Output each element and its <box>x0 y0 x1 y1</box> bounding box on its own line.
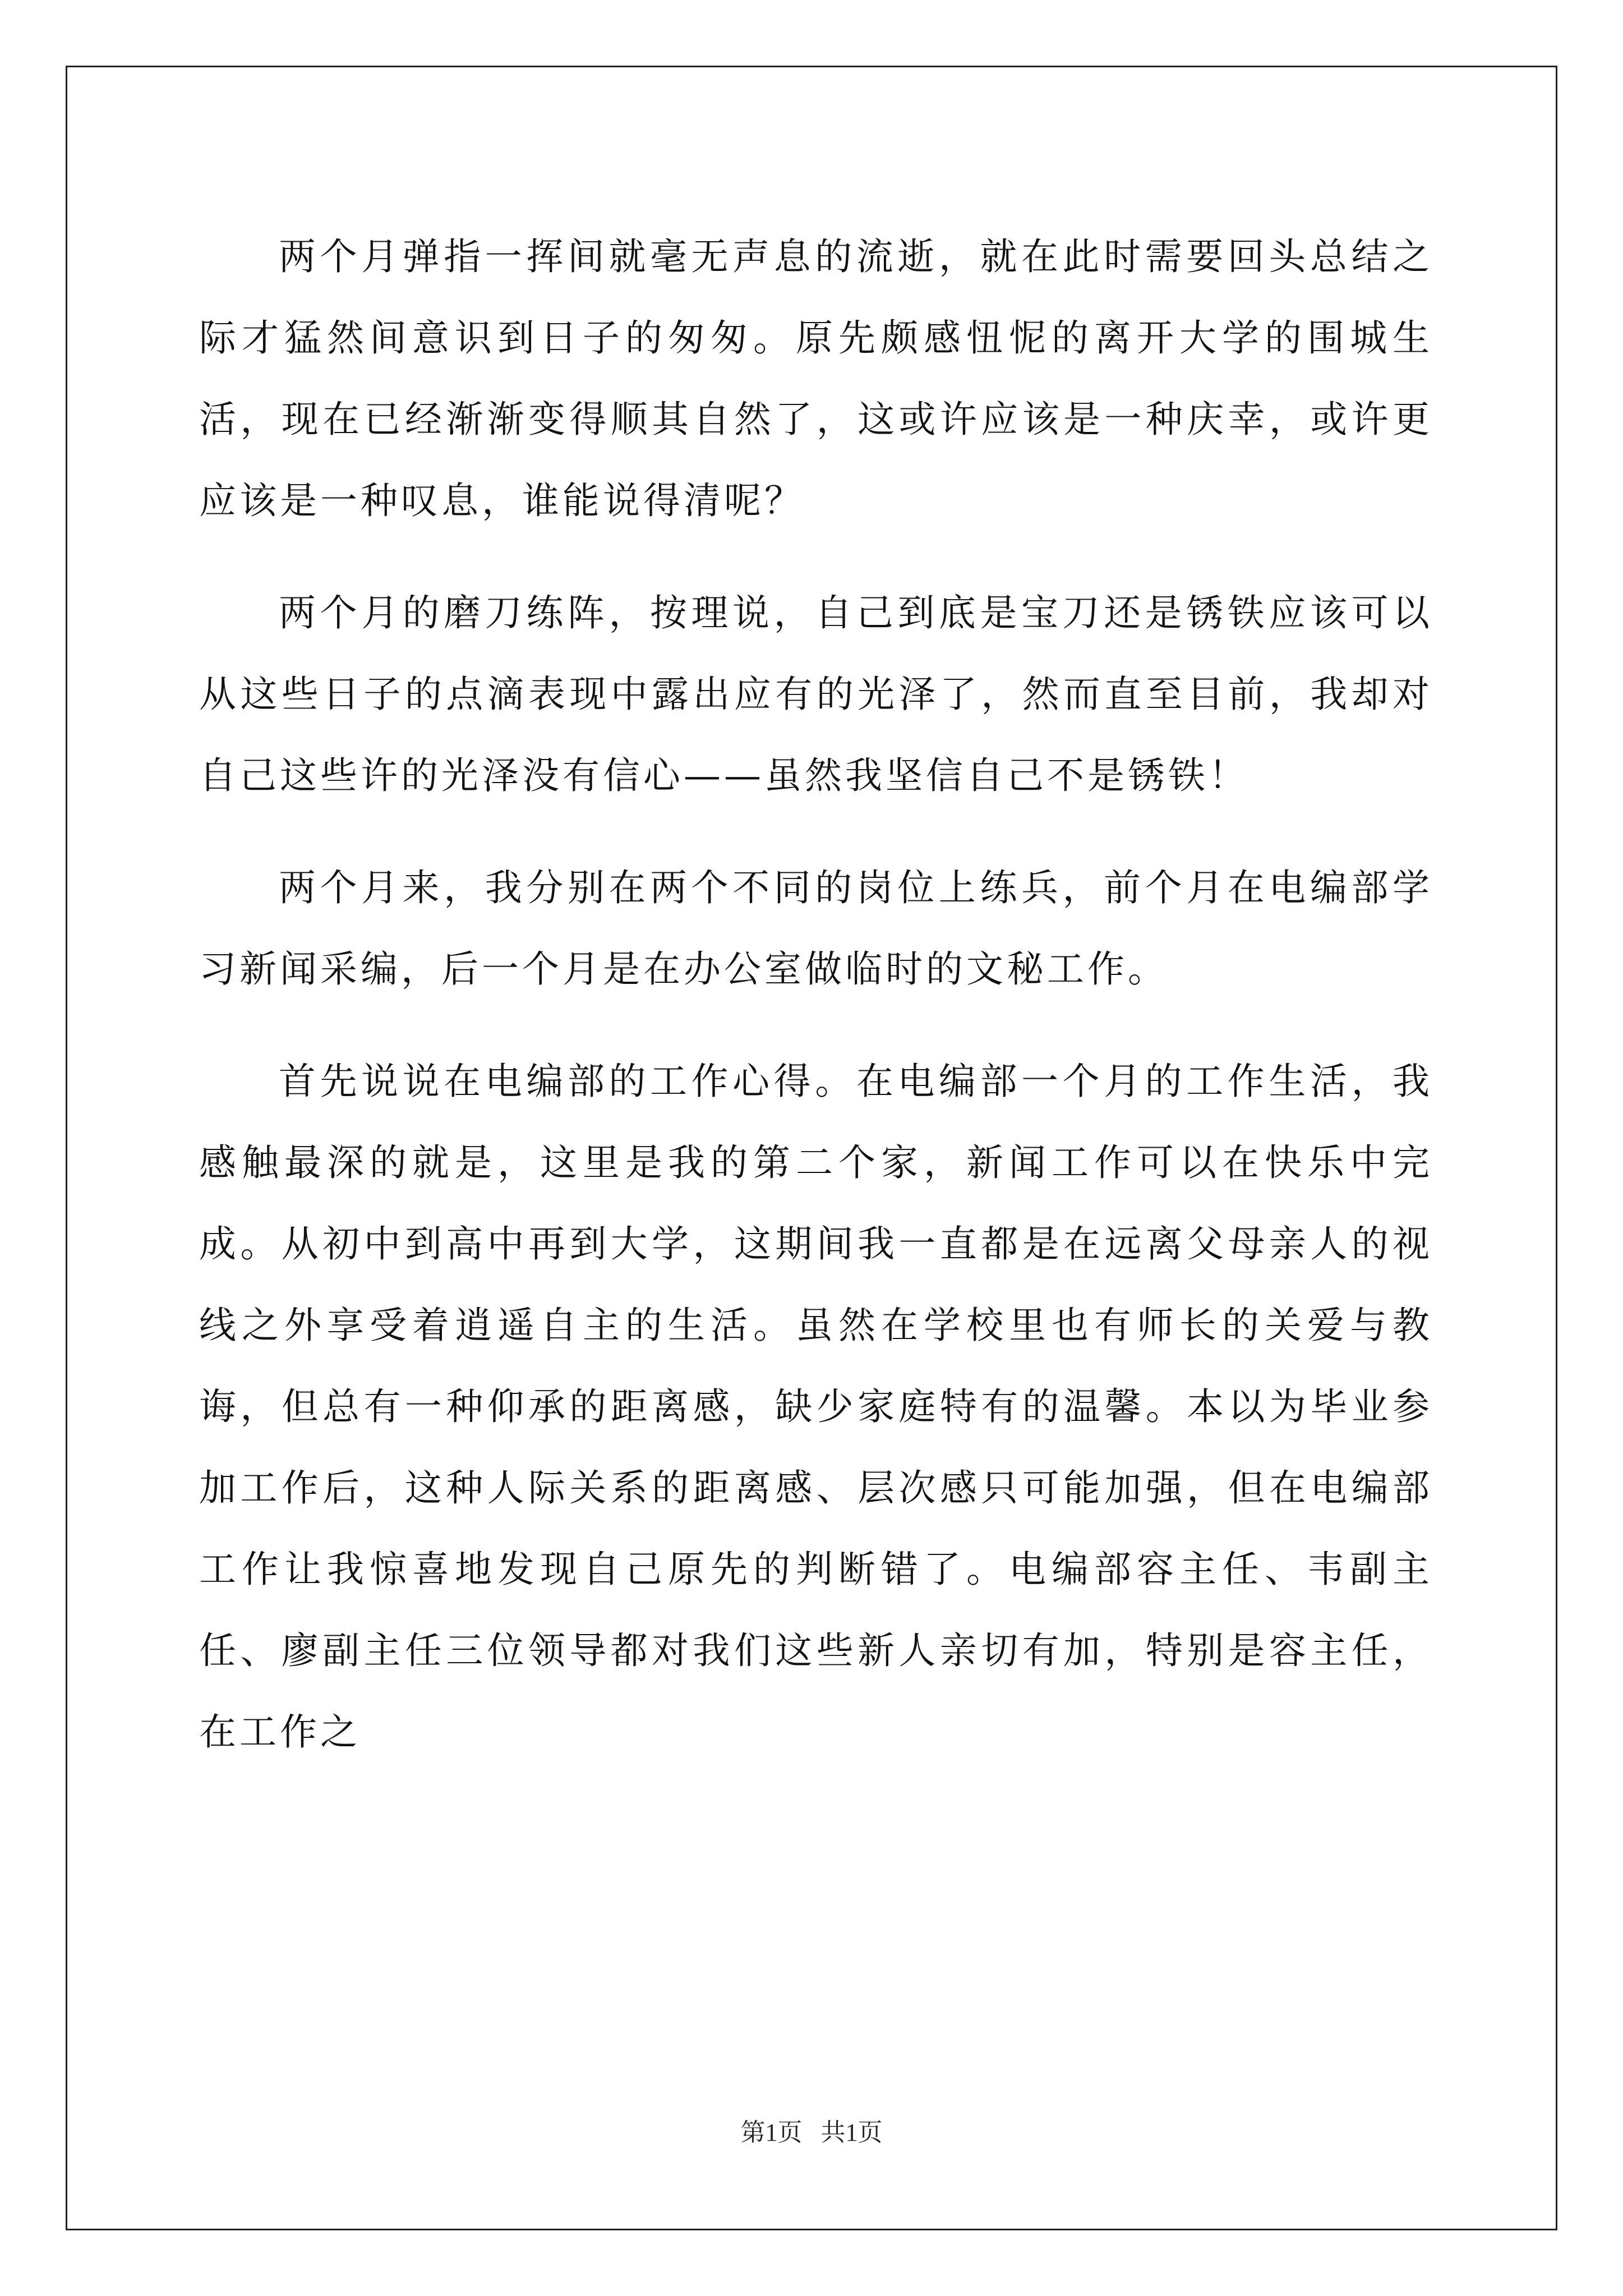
paragraph-4: 首先说说在电编部的工作心得。在电编部一个月的工作生活，我感触最深的就是，这里是我的第二个家，新闻工作可以在快乐中完成。从初中到高中再到大学，这期间我一直都是在远离父母亲人的视线之外享受着逍遥自主的生活。虽然在学校里也有师长的关爱与教诲，但总有一种仰承的距离感，缺少家庭特有的温馨。本以为毕业参加工作后，这种人际关系的距离感、层次感只可能加强，但在电编部工作让我惊喜地发现自己原先的判断错了。电编部容主任、韦副主任、廖副主任三位领导都对我们这些新人亲切有加，特别是容主任，在工作之 <box>199 1060 1433 1754</box>
document-body <box>199 216 1433 1803</box>
paragraph-1: 两个月弹指一挥间就毫无声息的流逝，就在此时需要回头总结之际才猛然间意识到日子的匆匆。原先颇感忸怩的离开大学的围城生活，现在已经渐渐变得顺其自然了，这或许应该是一种庆幸，或许更应该是一种叹息，谁能说得清呢？ <box>199 235 1433 522</box>
page-number: 第1页 <box>740 2119 803 2146</box>
paragraph-3: 两个月来，我分别在两个不同的岗位上练兵，前个月在电编部学习新闻采编，后一个月是在办公室做临时的文秘工作。 <box>199 866 1433 991</box>
page-total: 共1页 <box>820 2119 883 2146</box>
page-footer <box>0 2112 1623 2148</box>
paragraph-2: 两个月的磨刀练阵，按理说，自己到底是宝刀还是锈铁应该可以从这些日子的点滴表现中露出应有的光泽了，然而直至目前，我却对自己这些许的光泽没有信心——虽然我坚信自己不是锈铁！ <box>199 591 1433 797</box>
